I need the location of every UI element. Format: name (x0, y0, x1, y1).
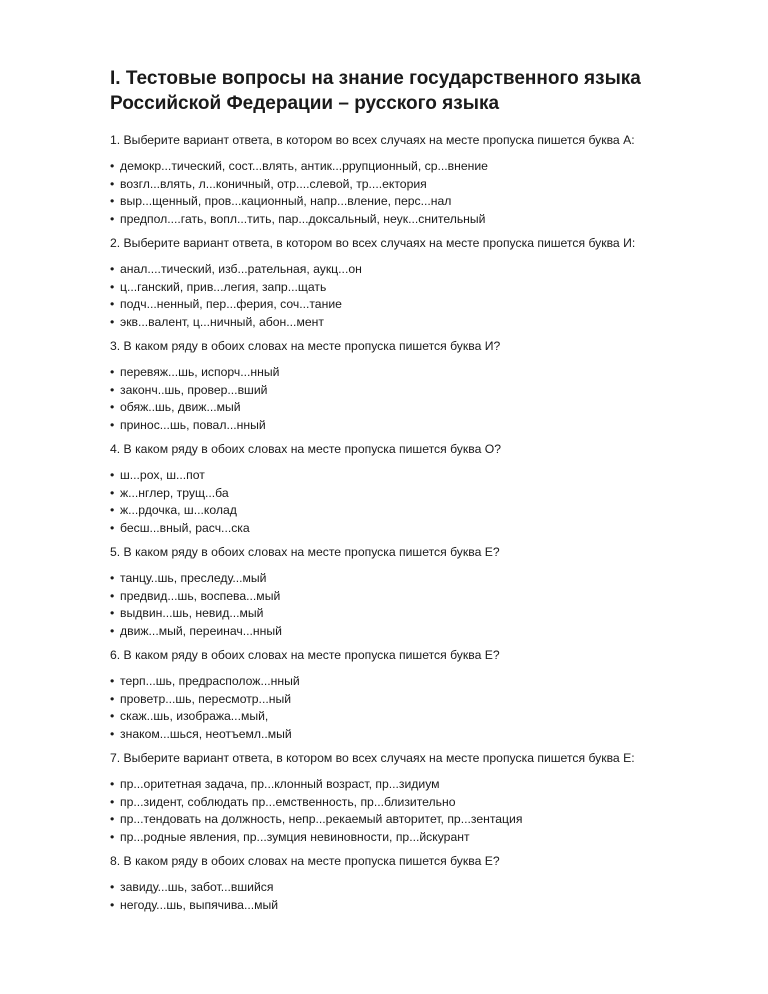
title-line-2: Российской Федерации – русского языка (110, 93, 500, 114)
answer-option-text: знаком...шься, неотъемл..мый (120, 726, 292, 741)
bullet-icon: • (110, 159, 115, 173)
answer-option (110, 811, 710, 829)
answer-options (110, 467, 710, 537)
answer-option (110, 605, 710, 623)
bullet-icon: • (110, 485, 115, 500)
answer-option-text: анал....тический, изб...рательная, аукц...он (120, 262, 362, 276)
bullet-icon: • (110, 365, 115, 379)
answer-option-text: предвид...шь, воспева...мый (120, 588, 281, 603)
questions-list (110, 132, 710, 914)
answer-option-text: предпол....гать, вопл...тить, пар...доксальный, неук...снительный (120, 211, 486, 226)
answer-option (110, 879, 710, 897)
answer-option-text: завиду...шь, забот...вшийся (120, 880, 274, 894)
question-text: 6. В каком ряду в обоих словах на месте пропуска пишется буква Е? (110, 648, 500, 662)
answer-option-text: танцу..шь, преследу...мый (120, 571, 267, 585)
answer-option-text: движ...мый, переинач...нный (120, 623, 282, 638)
answer-option (110, 776, 710, 794)
bullet-icon: • (110, 297, 115, 311)
answer-option-text: негоду...шь, выпячива...мый (120, 897, 279, 912)
answer-option (110, 794, 710, 812)
bullet-icon: • (110, 279, 115, 294)
answer-option-text: пр...оритетная задача, пр...клонный возраст, пр...зидиум (120, 777, 440, 791)
answer-option (110, 176, 710, 194)
document-title (110, 66, 710, 116)
answer-options (110, 158, 710, 228)
question-text: 8. В каком ряду в обоих словах на месте пропуска пишется буква Е? (110, 854, 500, 868)
answer-option-text: ц...ганский, прив...легия, запр...щать (120, 279, 327, 294)
question-text: 5. В каком ряду в обоих словах на месте пропуска пишется буква Е? (110, 545, 500, 559)
answer-option (110, 520, 710, 538)
bullet-icon: • (110, 897, 115, 912)
answer-option (110, 623, 710, 641)
question-text: 1. Выберите вариант ответа, в котором во всех случаях на месте пропуска пишется буква А: (110, 133, 635, 147)
question-text: 7. Выберите вариант ответа, в котором во всех случаях на месте пропуска пишется буква Е: (110, 751, 635, 765)
answer-option (110, 485, 710, 503)
answer-option-text: обяж..шь, движ...мый (120, 400, 241, 414)
bullet-icon: • (110, 503, 115, 517)
answer-option (110, 279, 710, 297)
bullet-icon: • (110, 468, 115, 482)
answer-options (110, 261, 710, 331)
answer-option-text: экв...валент, ц...ничный, абон...мент (120, 314, 324, 329)
question-block (110, 544, 710, 640)
bullet-icon: • (110, 674, 115, 688)
answer-option-text: демокр...тический, сост...влять, антик...ррупционный, ср...внение (120, 159, 488, 173)
answer-option-text: пр...зидент, соблюдать пр...емственность, пр...близительно (120, 794, 456, 809)
bullet-icon: • (110, 520, 115, 535)
bullet-icon: • (110, 176, 115, 191)
bullet-icon: • (110, 623, 115, 638)
question-text: 3. В каком ряду в обоих словах на месте пропуска пишется буква И? (110, 339, 501, 353)
bullet-icon: • (110, 880, 115, 894)
answer-option-text: пр...родные явления, пр...зумция невиновности, пр...йскурант (120, 829, 470, 844)
answer-option (110, 314, 710, 332)
bullet-icon: • (110, 194, 115, 208)
bullet-icon: • (110, 709, 115, 723)
answer-option (110, 158, 710, 176)
answer-option (110, 364, 710, 382)
answer-option-text: перевяж...шь, испорч...нный (120, 365, 280, 379)
answer-option-text: бесш...вный, расч...ска (120, 520, 250, 535)
bullet-icon: • (110, 262, 115, 276)
bullet-icon: • (110, 417, 115, 432)
title-line-1: I. Тестовые вопросы на знание государственного языка (110, 68, 641, 89)
answer-options (110, 364, 710, 434)
bullet-icon: • (110, 726, 115, 741)
answer-option (110, 382, 710, 400)
answer-option (110, 211, 710, 229)
answer-option (110, 502, 710, 520)
answer-option-text: ж...нглер, трущ...ба (120, 485, 229, 500)
answer-option-text: проветр...шь, пересмотр...ный (120, 691, 292, 706)
answer-option (110, 691, 710, 709)
bullet-icon: • (110, 588, 115, 603)
question-block (110, 853, 710, 914)
question-block (110, 132, 710, 228)
question-block (110, 647, 710, 743)
question-block (110, 441, 710, 537)
answer-option (110, 588, 710, 606)
answer-option (110, 897, 710, 915)
question-text: 2. Выберите вариант ответа, в котором во всех случаях на месте пропуска пишется буква И: (110, 236, 636, 250)
bullet-icon: • (110, 211, 115, 226)
answer-option-text: ш...рох, ш...пот (120, 468, 205, 482)
bullet-icon: • (110, 571, 115, 585)
answer-option (110, 399, 710, 417)
bullet-icon: • (110, 606, 115, 620)
question-block (110, 235, 710, 331)
answer-option (110, 467, 710, 485)
answer-option-text: пр...тендовать на должность, непр...рекаемый авторитет, пр...зентация (120, 812, 523, 826)
answer-option-text: ж...рдочка, ш...колад (120, 503, 237, 517)
answer-option-text: подч...ненный, пер...ферия, соч...тание (120, 297, 342, 311)
answer-options (110, 673, 710, 743)
question-text: 4. В каком ряду в обоих словах на месте пропуска пишется буква О? (110, 442, 501, 456)
answer-option (110, 417, 710, 435)
bullet-icon: • (110, 829, 115, 844)
answer-option (110, 726, 710, 744)
document-page (110, 66, 710, 921)
answer-option-text: возгл...влять, л...коничный, отр....слевой, тр....ектория (120, 176, 427, 191)
answer-option-text: выр...щенный, пров...кационный, напр...вление, перс...нал (120, 194, 452, 208)
answer-options (110, 776, 710, 846)
bullet-icon: • (110, 777, 115, 791)
question-block (110, 338, 710, 434)
answer-option-text: скаж..шь, изобража...мый, (120, 709, 269, 723)
answer-option (110, 193, 710, 211)
answer-option-text: выдвин...шь, невид...мый (120, 606, 264, 620)
bullet-icon: • (110, 812, 115, 826)
question-block (110, 750, 710, 846)
answer-options (110, 879, 710, 914)
answer-option-text: терп...шь, предрасполож...нный (120, 674, 300, 688)
answer-option (110, 570, 710, 588)
answer-option-text: принос...шь, повал...нный (120, 417, 266, 432)
answer-options (110, 570, 710, 640)
bullet-icon: • (110, 794, 115, 809)
bullet-icon: • (110, 400, 115, 414)
bullet-icon: • (110, 691, 115, 706)
answer-option (110, 296, 710, 314)
answer-option (110, 261, 710, 279)
answer-option (110, 708, 710, 726)
answer-option-text: законч..шь, провер...вший (120, 382, 268, 397)
answer-option (110, 673, 710, 691)
bullet-icon: • (110, 382, 115, 397)
answer-option (110, 829, 710, 847)
bullet-icon: • (110, 314, 115, 329)
